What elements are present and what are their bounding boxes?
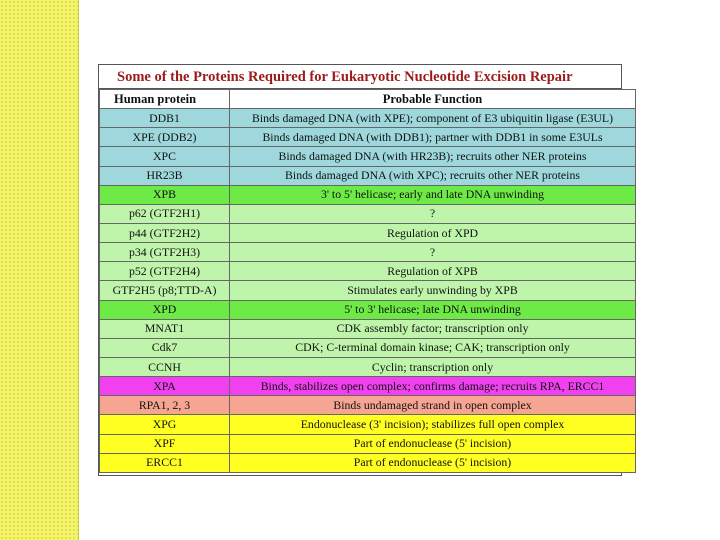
protein-cell: GTF2H5 (p8;TTD-A) [100,281,230,300]
function-cell: Regulation of XPD [230,223,636,242]
protein-cell: XPF [100,434,230,453]
table-title: Some of the Proteins Required for Eukaryotic Nucleotide Excision Repair [99,65,621,89]
table-row [100,109,636,128]
header-function: Probable Function [230,90,636,109]
table-row [100,377,636,396]
table-row [100,204,636,223]
protein-cell: CCNH [100,357,230,376]
table-row [100,281,636,300]
protein-cell: p34 (GTF2H3) [100,243,230,262]
table-row [100,166,636,185]
table-row [100,396,636,415]
protein-cell: XPE (DDB2) [100,128,230,147]
function-cell: Part of endonuclease (5' incision) [230,434,636,453]
protein-cell: XPG [100,415,230,434]
function-cell: Binds damaged DNA (with XPE); component of E3 ubiquitin ligase (E3UL) [230,109,636,128]
protein-cell: XPB [100,185,230,204]
protein-cell: XPA [100,377,230,396]
function-cell: Binds undamaged strand in open complex [230,396,636,415]
function-cell: Endonuclease (3' incision); stabilizes full open complex [230,415,636,434]
protein-cell: ERCC1 [100,453,230,472]
table-row [100,338,636,357]
function-cell: CDK assembly factor; transcription only [230,319,636,338]
protein-cell: p62 (GTF2H1) [100,204,230,223]
ner-proteins-table [98,64,622,476]
function-cell: Binds damaged DNA (with DDB1); partner with DDB1 in some E3ULs [230,128,636,147]
table-row [100,223,636,242]
protein-cell: HR23B [100,166,230,185]
table-row [100,319,636,338]
protein-cell: XPC [100,147,230,166]
header-row [100,90,636,109]
header-protein: Human protein [100,90,230,109]
protein-table [99,89,636,473]
function-cell: ? [230,204,636,223]
table-row [100,243,636,262]
protein-cell: XPD [100,300,230,319]
function-cell: ? [230,243,636,262]
table-row [100,128,636,147]
protein-cell: p52 (GTF2H4) [100,262,230,281]
table-row [100,434,636,453]
protein-cell: RPA1, 2, 3 [100,396,230,415]
decorative-sidebar [0,0,79,540]
protein-cell: DDB1 [100,109,230,128]
function-cell: Binds damaged DNA (with XPC); recruits other NER proteins [230,166,636,185]
table-row [100,357,636,376]
function-cell: 3' to 5' helicase; early and late DNA unwinding [230,185,636,204]
table-row [100,415,636,434]
function-cell: 5' to 3' helicase; late DNA unwinding [230,300,636,319]
table-row [100,185,636,204]
function-cell: Binds, stabilizes open complex; confirms damage; recruits RPA, ERCC1 [230,377,636,396]
table-row [100,147,636,166]
function-cell: Stimulates early unwinding by XPB [230,281,636,300]
function-cell: Part of endonuclease (5' incision) [230,453,636,472]
table-row [100,300,636,319]
table-row [100,453,636,472]
table-row [100,262,636,281]
function-cell: Cyclin; transcription only [230,357,636,376]
function-cell: Regulation of XPB [230,262,636,281]
protein-cell: Cdk7 [100,338,230,357]
function-cell: Binds damaged DNA (with HR23B); recruits other NER proteins [230,147,636,166]
function-cell: CDK; C-terminal domain kinase; CAK; transcription only [230,338,636,357]
protein-cell: p44 (GTF2H2) [100,223,230,242]
protein-cell: MNAT1 [100,319,230,338]
